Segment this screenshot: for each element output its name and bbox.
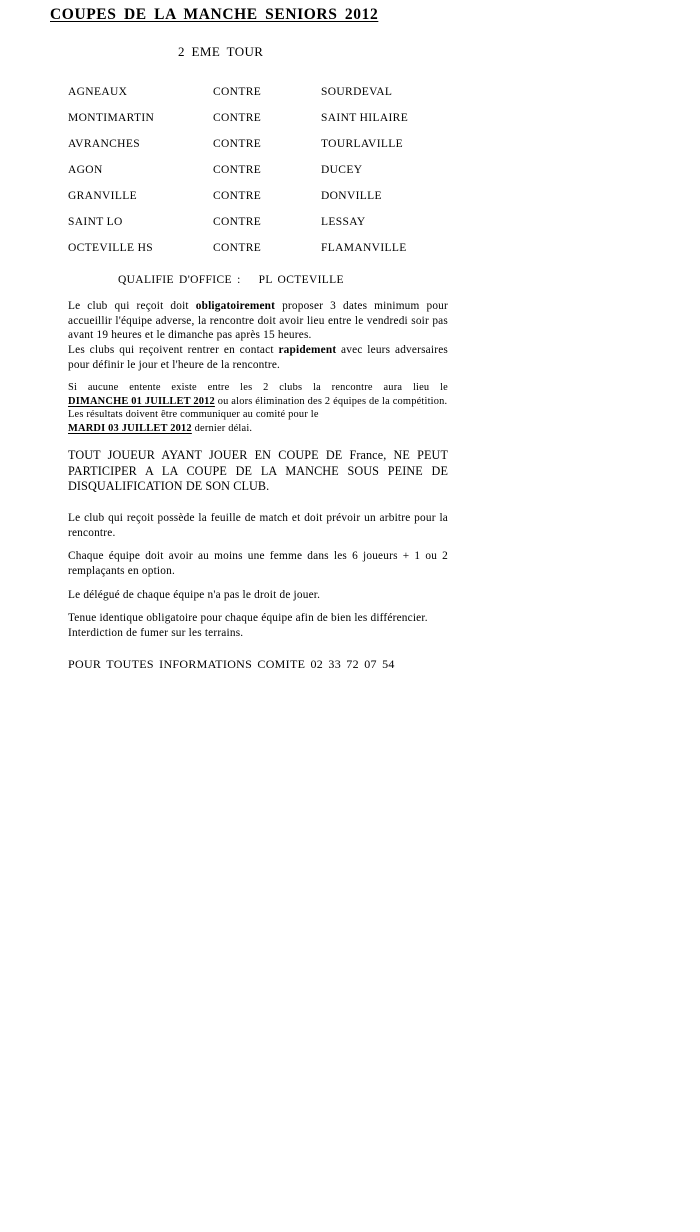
table-row <box>68 104 488 130</box>
match-versus-label: CONTRE <box>213 112 262 124</box>
match-home-team: AVRANCHES <box>68 138 140 150</box>
match-versus-label: CONTRE <box>213 216 262 228</box>
match-away-team: SOURDEVAL <box>321 86 393 98</box>
rule-paragraph-7: Chaque équipe doit avoir au moins une femme dans les 6 joueurs + 1 ou 2 remplaçants en option. <box>68 550 448 577</box>
rule-3-text-a: Si aucune entente existe entre les 2 clubs la rencontre aura lieu le <box>68 382 448 394</box>
rule-3-text-b: ou alors élimination des 2 équipes de la compétition. <box>214 395 448 407</box>
match-away-team: DONVILLE <box>321 190 382 202</box>
match-home-team: SAINT LO <box>68 216 123 228</box>
rule-paragraph-10: Interdiction de fumer sur les terrains. <box>68 626 244 639</box>
match-home-team: OCTEVILLE HS <box>68 242 154 254</box>
table-row <box>68 78 488 104</box>
rule-paragraph-1 <box>68 299 448 343</box>
rule-3-date: DIMANCHE 01 JUILLET 2012 <box>68 395 215 407</box>
match-versus-label: CONTRE <box>213 86 262 98</box>
match-versus-label: CONTRE <box>213 164 262 176</box>
match-away-team: FLAMANVILLE <box>321 242 407 254</box>
rule-1-bold: obligatoirement <box>195 300 276 312</box>
rule-2-text-a: Les clubs qui reçoivent rentrer en contact <box>68 344 279 357</box>
match-home-team: MONTIMARTIN <box>68 112 155 124</box>
contact-info: POUR TOUTES INFORMATIONS COMITE 02 33 72 07 54 <box>68 656 395 671</box>
page-title: COUPES DE LA MANCHE SENIORS 2012 <box>50 6 379 23</box>
rule-1-text-a: Le club qui reçoit doit <box>68 300 196 312</box>
matches-table <box>68 78 488 260</box>
round-subtitle: 2 EME TOUR <box>178 44 264 59</box>
rules-section <box>68 299 448 672</box>
match-away-team: DUCEY <box>321 164 363 176</box>
table-row <box>68 130 488 156</box>
rule-4-date: MARDI 03 JUILLET 2012 <box>68 422 192 434</box>
rule-1-text-b: proposer 3 dates minimum pour accueillir l'équipe adverse, la rencontre doit avoir lieu entre le vendredi soir pas avant 19 heures et le dimanche pas après 15 heures. <box>68 300 448 342</box>
match-away-team: LESSAY <box>321 216 366 228</box>
match-away-team: TOURLAVILLE <box>321 138 404 150</box>
rule-paragraph-2 <box>68 343 448 372</box>
match-versus-label: CONTRE <box>213 190 262 202</box>
table-row <box>68 208 488 234</box>
match-away-team: SAINT HILAIRE <box>321 112 409 124</box>
rule-paragraph-4 <box>68 408 448 435</box>
qualified-label: QUALIFIE D'OFFICE : <box>118 274 241 286</box>
rule-paragraph-6: Le club qui reçoit possède la feuille de match et doit prévoir un arbitre pour la rencontre. <box>68 511 448 539</box>
rule-paragraph-5: TOUT JOUEUR AYANT JOUER EN COUPE DE France, NE PEUT PARTICIPER A LA COUPE DE LA MANCHE SOUS PEINE DE DISQUALIFICATION DE SON CLUB. <box>68 448 448 494</box>
match-home-team: AGON <box>68 164 103 176</box>
table-row <box>68 234 488 260</box>
match-home-team: GRANVILLE <box>68 190 137 202</box>
rule-paragraph-8: Le délégué de chaque équipe n'a pas le droit de jouer. <box>68 588 321 601</box>
match-versus-label: CONTRE <box>213 138 262 150</box>
rule-paragraph-9: Tenue identique obligatoire pour chaque équipe afin de bien les différencier. <box>68 612 428 625</box>
match-home-team: AGNEAUX <box>68 86 128 98</box>
match-versus-label: CONTRE <box>213 242 262 254</box>
rule-2-bold: rapidement <box>278 344 337 357</box>
rule-2-text-b: avec leurs adversaires pour définir le jour et l'heure de la rencontre. <box>68 344 448 371</box>
rule-4-text-a: Les résultats doivent être communiquer au comité pour le <box>68 409 319 421</box>
document-page <box>0 6 700 1232</box>
qualified-line <box>0 274 700 286</box>
qualified-team: PL OCTEVILLE <box>258 274 344 286</box>
rule-paragraph-3 <box>68 381 448 408</box>
table-row <box>68 182 488 208</box>
rule-4-text-b: dernier délai. <box>191 422 253 434</box>
table-row <box>68 156 488 182</box>
